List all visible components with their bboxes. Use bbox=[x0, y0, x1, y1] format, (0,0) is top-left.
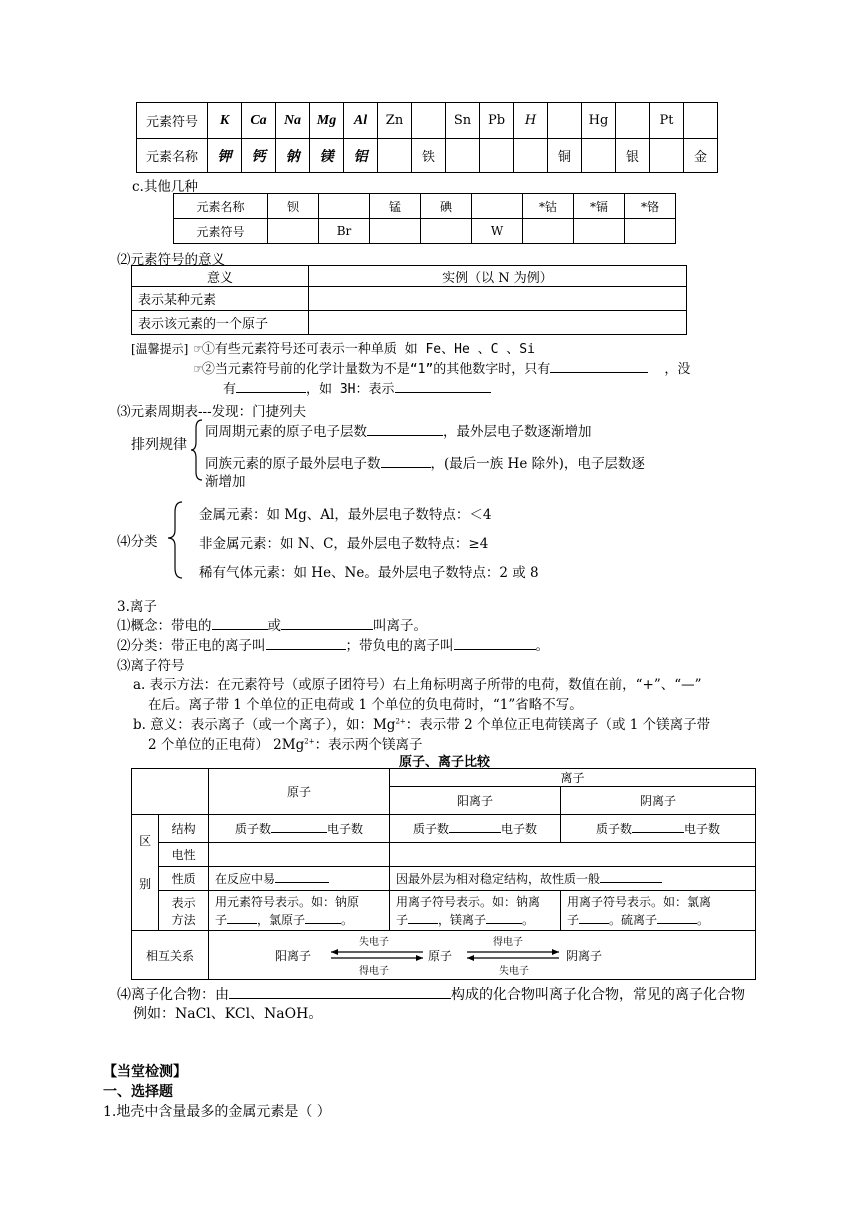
symbol-cell: Pb bbox=[480, 103, 514, 139]
name-cell bbox=[514, 139, 548, 173]
charge-sup: 2+ bbox=[395, 717, 406, 726]
rule-2-text: 同族元素的原子最外层电子数 bbox=[205, 456, 381, 472]
blank bbox=[449, 821, 501, 833]
blank bbox=[632, 821, 684, 833]
tip-line-2 bbox=[194, 358, 690, 377]
cation-note-2 bbox=[396, 911, 560, 929]
relation-cation: 阳离子 bbox=[275, 948, 312, 963]
name-cell bbox=[582, 139, 616, 173]
concept-end: 叫离子。 bbox=[373, 618, 427, 634]
example-cell bbox=[309, 311, 687, 335]
cation-notation bbox=[390, 891, 561, 931]
relation-diagram bbox=[209, 932, 755, 979]
blank bbox=[367, 421, 443, 436]
protons-label: 质子数 bbox=[412, 822, 449, 836]
atom-structure bbox=[209, 815, 390, 843]
electrons-label: 电子数 bbox=[327, 822, 364, 836]
rule-1 bbox=[205, 420, 592, 440]
ion-classify bbox=[117, 634, 549, 654]
tip-line-3-text: 有 bbox=[223, 382, 237, 397]
element-table-1 bbox=[136, 102, 718, 173]
arrow-left-pair-icon bbox=[329, 949, 425, 961]
method-line-2: 在后。离子带 1 个单位的正电荷或 1 个单位的负电荷时，“1”省略不写。 bbox=[148, 697, 583, 713]
note-text: ，氯原子 bbox=[257, 912, 306, 927]
ion-property bbox=[390, 867, 756, 891]
note-text: 子 bbox=[396, 912, 409, 927]
name-cell: 钠 bbox=[276, 139, 310, 173]
compound-line-2: 例如：NaCl、KCl、NaOH。 bbox=[133, 1006, 323, 1022]
header-example: 实例（以 N 为例） bbox=[309, 266, 687, 287]
note-text: 子 bbox=[215, 912, 228, 927]
row-relation: 相互关系 bbox=[132, 931, 209, 980]
tip-line-3 bbox=[223, 378, 491, 397]
blank bbox=[486, 912, 522, 924]
ion-charge bbox=[390, 843, 756, 867]
symbol-cell: Al bbox=[344, 103, 378, 139]
relation-anion: 阴离子 bbox=[566, 948, 603, 963]
class-mid: ；带负电的离子叫 bbox=[345, 638, 454, 654]
compound-text: ⑷离子化合物：由 bbox=[117, 987, 229, 1003]
note-text: 。 bbox=[522, 912, 535, 927]
compare-title: 原子、离子比较 bbox=[399, 755, 491, 770]
atom-notation bbox=[209, 891, 390, 931]
atom-charge bbox=[209, 843, 390, 867]
class-noble: 稀有气体元素：如 He、Ne。最外层电子数特点：2 或 8 bbox=[199, 565, 539, 581]
name-cell: 钡 bbox=[268, 194, 319, 219]
meaning-line-1 bbox=[133, 713, 710, 733]
symbol-meaning-table bbox=[131, 265, 687, 335]
symbol-cell: K bbox=[208, 103, 242, 139]
atom-property-text: 在反应中易 bbox=[215, 872, 276, 886]
ion-property-text: 因最外层为相对稳定结构，故性质一般 bbox=[396, 872, 601, 886]
symbol-cell bbox=[548, 103, 582, 139]
blank bbox=[229, 984, 451, 999]
notation-line-2: 方法 bbox=[171, 912, 196, 927]
cation-note-1: 用离子符号表示。如：钠离 bbox=[396, 894, 541, 909]
name-cell: 碘 bbox=[421, 194, 472, 219]
symbol-cell: W bbox=[472, 219, 523, 244]
diff-label-top: 区 bbox=[132, 815, 159, 867]
anion-structure bbox=[561, 815, 756, 843]
blank bbox=[271, 821, 327, 833]
blank bbox=[305, 912, 341, 924]
brace-icon bbox=[190, 418, 204, 482]
header-anion: 阴离子 bbox=[561, 787, 756, 815]
atom-note-1: 用元素符号表示。如：钠原 bbox=[215, 894, 360, 909]
row-label-symbol: 元素符号 bbox=[174, 219, 268, 244]
row-property: 性质 bbox=[159, 867, 209, 891]
symbol-cell bbox=[370, 219, 421, 244]
name-cell bbox=[446, 139, 480, 173]
header-ion: 离子 bbox=[390, 769, 756, 787]
symbol-cell: Br bbox=[319, 219, 370, 244]
arrange-label: 排列规律 bbox=[131, 437, 187, 453]
tip-line-2-end: ，没 bbox=[664, 362, 691, 377]
protons-label: 质子数 bbox=[234, 822, 271, 836]
row-label-name: 元素名称 bbox=[174, 194, 268, 219]
blank bbox=[212, 615, 268, 630]
row-notation bbox=[159, 891, 209, 931]
name-cell: 镁 bbox=[310, 139, 344, 173]
meaning-text: b. 意义：表示离子（或一个离子），如：Mg bbox=[133, 717, 396, 733]
name-cell: 钾 bbox=[208, 139, 242, 173]
name-cell: 锰 bbox=[370, 194, 421, 219]
label-gain-right: 得电子 bbox=[493, 936, 523, 948]
atom-property bbox=[209, 867, 390, 891]
other-heading: c.其他几种 bbox=[132, 179, 198, 195]
name-cell bbox=[472, 194, 523, 219]
meaning-text: 2 个单位的正电荷） 2Mg bbox=[148, 737, 305, 753]
symbol-cell: Pt bbox=[650, 103, 684, 139]
concept-or: 或 bbox=[267, 618, 281, 634]
diff-label-bottom: 别 bbox=[132, 867, 159, 931]
header-meaning: 意义 bbox=[132, 266, 309, 287]
relation-atom: 原子 bbox=[428, 948, 453, 963]
header-atom: 原子 bbox=[209, 769, 390, 815]
blank bbox=[275, 871, 329, 883]
name-cell: *钴 bbox=[523, 194, 574, 219]
atom-ion-compare-table bbox=[131, 768, 756, 980]
name-cell: 铁 bbox=[412, 139, 446, 173]
protons-label: 质子数 bbox=[595, 822, 632, 836]
row-label-name: 元素名称 bbox=[137, 139, 208, 173]
relation-cell bbox=[209, 931, 756, 980]
symbol-cell bbox=[523, 219, 574, 244]
periodic-heading: ⑶元素周期表---发现：门捷列夫 bbox=[117, 404, 307, 420]
ion-symbol-heading: ⑶离子符号 bbox=[117, 658, 185, 674]
symbol-cell: Zn bbox=[378, 103, 412, 139]
ion-heading: 3.离子 bbox=[117, 599, 157, 615]
note-text: 子 bbox=[567, 912, 580, 927]
name-cell bbox=[319, 194, 370, 219]
name-cell: *镉 bbox=[574, 194, 625, 219]
electrons-label: 电子数 bbox=[684, 822, 721, 836]
symbol-cell: Sn bbox=[446, 103, 480, 139]
test-section: 一、选择题 bbox=[103, 1084, 173, 1100]
charge-sup: 2+ bbox=[304, 737, 315, 746]
blank bbox=[579, 912, 609, 924]
label-lose-right: 失电子 bbox=[499, 965, 529, 977]
tip-line-1: ☞①有些元素符号还可表示一种单质 如 Fe、He 、C 、Si bbox=[194, 342, 535, 357]
blank bbox=[600, 871, 662, 883]
blank bbox=[266, 635, 346, 650]
row-structure: 结构 bbox=[159, 815, 209, 843]
blank bbox=[236, 378, 306, 393]
symbol-cell bbox=[421, 219, 472, 244]
row-charge: 电性 bbox=[159, 843, 209, 867]
symbol-cell bbox=[268, 219, 319, 244]
tip-label: [温馨提示] bbox=[131, 342, 189, 356]
symbol-cell bbox=[684, 103, 718, 139]
element-table-2 bbox=[173, 193, 676, 244]
meaning-text-end: ：表示两个镁离子 bbox=[314, 737, 423, 753]
blank bbox=[395, 378, 491, 393]
ion-concept bbox=[117, 614, 427, 634]
rule-1-end: ，最外层电子数逐渐增加 bbox=[443, 424, 592, 440]
blank bbox=[408, 912, 438, 924]
header-cation: 阳离子 bbox=[390, 787, 561, 815]
name-cell bbox=[650, 139, 684, 173]
meaning-row: 表示该元素的一个原子 bbox=[132, 311, 309, 335]
meaning-row: 表示某种元素 bbox=[132, 287, 309, 311]
label-gain-left: 得电子 bbox=[359, 965, 389, 977]
name-cell: 金 bbox=[684, 139, 718, 173]
symbol-cell: Ca bbox=[242, 103, 276, 139]
class-end: 。 bbox=[535, 638, 549, 654]
example-cell bbox=[309, 287, 687, 311]
symbol-cell bbox=[625, 219, 676, 244]
note-text: 。硫离子 bbox=[609, 912, 658, 927]
test-heading: 【当堂检测】 bbox=[103, 1064, 187, 1080]
compound-line-1 bbox=[117, 984, 745, 1004]
name-cell: 钙 bbox=[242, 139, 276, 173]
symbol-cell bbox=[412, 103, 446, 139]
anion-note-2 bbox=[567, 911, 755, 929]
rule-2-cont: 渐增加 bbox=[205, 474, 246, 490]
tip-line-2-text: ☞②当元素符号前的化学计量数为不是“1”的其他数字时，只有 bbox=[194, 362, 551, 377]
symbol-cell: Mg bbox=[310, 103, 344, 139]
cation-structure bbox=[390, 815, 561, 843]
name-cell: 铜 bbox=[548, 139, 582, 173]
method-line-1: a. 表示方法：在元素符号（或原子团符号）右上角标明离子所带的电荷，数值在前，“+”、“—” bbox=[133, 677, 702, 693]
note-text: 。 bbox=[341, 912, 354, 927]
symbol-cell: H bbox=[514, 103, 548, 139]
corner-cell bbox=[132, 769, 209, 815]
name-cell bbox=[480, 139, 514, 173]
question-1: 1.地壳中含量最多的金属元素是（ ） bbox=[103, 1104, 331, 1120]
meaning-line-2 bbox=[148, 733, 423, 753]
anion-notation bbox=[561, 891, 756, 931]
blank bbox=[454, 635, 536, 650]
name-cell: 铝 bbox=[344, 139, 378, 173]
blank bbox=[281, 615, 373, 630]
class-text: ⑵分类：带正电的离子叫 bbox=[117, 638, 266, 654]
symbol-cell: Hg bbox=[582, 103, 616, 139]
meaning-text-end: ：表示带 2 个单位正电荷镁离子（或 1 个镁离子带 bbox=[405, 717, 711, 733]
name-cell: *铬 bbox=[625, 194, 676, 219]
rule-1-text: 同周期元素的原子电子层数 bbox=[205, 424, 367, 440]
row-label-symbol: 元素符号 bbox=[137, 103, 208, 139]
tip-line-3-mid: ，如 3H：表示 bbox=[306, 382, 395, 397]
anion-note-1: 用离子符号表示。如：氯离 bbox=[567, 894, 712, 909]
label-lose-left: 失电子 bbox=[359, 936, 389, 948]
rule-2-end: ，(最后一族 He 除外)，电子层数逐 bbox=[430, 456, 645, 472]
classify-label: ⑷分类 bbox=[117, 534, 158, 550]
notation-line-1: 表示 bbox=[171, 895, 196, 910]
class-nonmetal: 非金属元素：如 N、C，最外层电子数特点：≥4 bbox=[199, 536, 489, 552]
brace-icon bbox=[166, 500, 184, 580]
electrons-label: 电子数 bbox=[501, 822, 538, 836]
blank bbox=[381, 453, 431, 468]
name-cell bbox=[378, 139, 412, 173]
blank bbox=[550, 358, 648, 373]
note-text: 。 bbox=[697, 912, 710, 927]
rule-2 bbox=[205, 452, 645, 472]
blank bbox=[227, 912, 257, 924]
arrow-right-pair-icon bbox=[465, 949, 561, 961]
blank bbox=[657, 912, 697, 924]
symbol-cell bbox=[574, 219, 625, 244]
compound-text-end: 构成的化合物叫离子化合物，常见的离子化合物 bbox=[451, 987, 745, 1003]
name-cell: 银 bbox=[616, 139, 650, 173]
class-metal: 金属元素：如 Mg、Al，最外层电子数特点：＜4 bbox=[199, 507, 492, 523]
note-text: ，镁离子 bbox=[438, 912, 487, 927]
symbol-cell bbox=[616, 103, 650, 139]
atom-note-2 bbox=[215, 911, 389, 929]
meaning-heading: ⑵元素符号的意义 bbox=[117, 252, 225, 268]
symbol-cell: Na bbox=[276, 103, 310, 139]
concept-text: ⑴概念：带电的 bbox=[117, 618, 212, 634]
